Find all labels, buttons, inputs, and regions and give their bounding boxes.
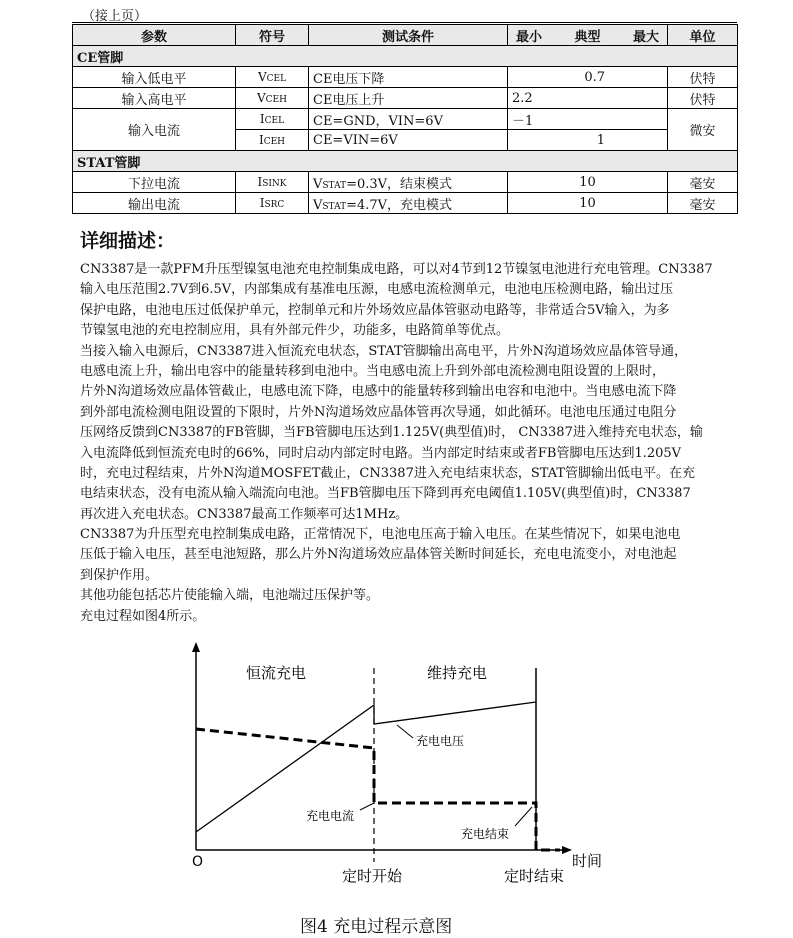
figure-caption: 图4 充电过程示意图 bbox=[300, 917, 453, 937]
paragraph-line: 输入电压范围2.7V到6.5V，内部集成有基准电压源，电感电流检测单元，电池电压检测电路，输出过压 bbox=[80, 282, 674, 298]
label-end: 充电结束 bbox=[461, 827, 510, 841]
paragraph-line: CN3387是一款PFM升压型镍氢电池充电控制集成电路，可以对4节到12节镍氢电池进行充电管理。CN3387 bbox=[80, 262, 713, 277]
paragraph-line: 入电流降低到恒流充电时的66%，同时启动内部定时电路。当内部定时结束或者FB管脚电压达到1.205V bbox=[80, 445, 682, 461]
cell-symbol: VCEL bbox=[236, 67, 309, 88]
cell-max: 1 bbox=[508, 130, 668, 151]
table-row bbox=[73, 109, 738, 130]
header-param: 参数 bbox=[73, 25, 236, 46]
cell-typ: 10 bbox=[508, 172, 668, 193]
label-voltage: 充电电压 bbox=[416, 734, 465, 748]
paragraph-line: 其他功能包括芯片使能输入端，电池端过压保护等。 bbox=[80, 588, 380, 604]
header-symbol: 符号 bbox=[236, 25, 309, 46]
header-typ: 典型 bbox=[574, 29, 601, 45]
section-row-ce bbox=[73, 46, 738, 67]
cell-unit: 微安 bbox=[668, 109, 738, 151]
table-row bbox=[73, 88, 738, 109]
cell-symbol: ICEL bbox=[236, 109, 309, 130]
description-body bbox=[80, 260, 720, 627]
paragraph-line: 再次进入充电状态。CN3387最高工作频率可达1MHz。 bbox=[80, 506, 409, 522]
cell-symbol: ISRC bbox=[236, 193, 309, 214]
continued-label: （接上页） bbox=[82, 9, 148, 24]
cell-condition: CE电压上升 bbox=[309, 88, 508, 109]
paragraph-line: 压低于输入电压，甚至电池短路，那么片外N沟道场效应晶体管关断时间延长，充电电流变小，对电池起 bbox=[80, 547, 677, 563]
header-min-typ-max bbox=[508, 25, 668, 46]
cell-symbol: ISINK bbox=[236, 172, 309, 193]
label-timer-start: 定时开始 bbox=[342, 867, 403, 885]
label-origin: O bbox=[192, 854, 204, 870]
label-timer-end: 定时结束 bbox=[504, 867, 565, 885]
paragraph-line: 到外部电流检测电阻设置的下限时，片外N沟道场效应晶体管再次导通，如此循环。电池电压通过电阻分 bbox=[80, 404, 677, 420]
paragraph-line: 时，充电过程结束，片外N沟道MOSFET截止，CN3387进入充电结束状态，STAT管脚输出低电平。在充 bbox=[80, 465, 696, 481]
paragraph-line: 当接入输入电源后，CN3387进入恒流充电状态，STAT管脚输出高电平，片外N沟道场效应晶体管导通， bbox=[80, 343, 687, 359]
paragraph-line: CN3387为升压型充电控制集成电路，正常情况下，电池电压高于输入电压。在某些情况下，如果电池电 bbox=[80, 527, 681, 543]
end-leader bbox=[515, 807, 532, 826]
cell-condition: CE电压下降 bbox=[309, 67, 508, 88]
header-unit: 单位 bbox=[668, 25, 738, 46]
table-header-row bbox=[73, 25, 738, 46]
header-condition: 测试条件 bbox=[309, 25, 508, 46]
cell-condition: VSTAT=0.3V，结束模式 bbox=[309, 172, 508, 193]
spec-table bbox=[72, 24, 738, 214]
voltage-leader bbox=[397, 725, 413, 738]
cell-unit: 伏特 bbox=[668, 67, 738, 88]
cell-symbol: ICEH bbox=[236, 130, 309, 151]
label-current: 充电电流 bbox=[306, 809, 355, 823]
cell-param: 输入低电平 bbox=[73, 67, 236, 88]
label-constant-current: 恒流充电 bbox=[246, 664, 307, 682]
cell-unit: 伏特 bbox=[668, 88, 738, 109]
x-axis-arrow-icon bbox=[562, 846, 572, 854]
paragraph-line: 电感电流上升，输出电容中的能量转移到电池中。当电感电流上升到外部电流检测电阻设置的上限时， bbox=[80, 363, 666, 379]
header-max: 最大 bbox=[632, 29, 659, 45]
current-leader bbox=[360, 803, 374, 810]
y-axis-arrow-icon bbox=[192, 642, 200, 652]
cell-max: 0.7 bbox=[508, 67, 668, 88]
voltage-curve bbox=[196, 702, 536, 832]
paragraph-line: 保护电路，电池电压过低保护单元，控制单元和片外场效应晶体管驱动电路等，非常适合5V输入，为多 bbox=[80, 302, 670, 318]
paragraph-line: 压网络反馈到CN3387的FB管脚，当FB管脚电压达到1.125V(典型值)时， CN3387进入维持充电状态，输 bbox=[80, 425, 703, 441]
paragraph-line: 到保护作用。 bbox=[80, 567, 159, 583]
cell-unit: 毫安 bbox=[668, 172, 738, 193]
label-time: 时间 bbox=[572, 852, 603, 870]
paragraph-line: 节镍氢电池的充电控制应用，具有外部元件少，功能多，电路简单等优点。 bbox=[80, 323, 510, 339]
table-row bbox=[73, 172, 738, 193]
section-title-ce: CE管脚 bbox=[73, 46, 738, 67]
section-title: 详细描述： bbox=[80, 230, 176, 252]
paragraph-line: 片外N沟道场效应晶体管截止，电感电流下降，电感中的能量转移到输出电容和电池中。当电感电流下降 bbox=[80, 384, 677, 400]
section-row-stat bbox=[73, 151, 738, 172]
charging-process-diagram bbox=[180, 640, 620, 890]
header-min: 最小 bbox=[516, 29, 543, 45]
cell-param: 输入高电平 bbox=[73, 88, 236, 109]
label-maintenance: 维持充电 bbox=[427, 664, 488, 682]
paragraph-line: 充电过程如图4所示。 bbox=[80, 608, 206, 624]
cell-min: －1 bbox=[508, 109, 668, 130]
cell-typ: 10 bbox=[508, 193, 668, 214]
section-title-stat: STAT管脚 bbox=[73, 151, 738, 172]
cell-param: 输入电流 bbox=[73, 109, 236, 151]
cell-unit: 毫安 bbox=[668, 193, 738, 214]
cell-min: 2.2 bbox=[508, 88, 668, 109]
cell-condition: CE=GND，VIN=6V bbox=[309, 109, 508, 130]
top-rule bbox=[72, 22, 737, 23]
cell-condition: VSTAT=4.7V，充电模式 bbox=[309, 193, 508, 214]
table-row bbox=[73, 67, 738, 88]
cell-condition: CE=VIN=6V bbox=[309, 130, 508, 151]
table-row bbox=[73, 193, 738, 214]
cell-param: 输出电流 bbox=[73, 193, 236, 214]
cell-symbol: VCEH bbox=[236, 88, 309, 109]
cell-param: 下拉电流 bbox=[73, 172, 236, 193]
paragraph-line: 电结束状态，没有电流从输入端流向电池。当FB管脚电压下降到再充电阈值1.105V(典型值)时，CN3387 bbox=[80, 486, 691, 502]
